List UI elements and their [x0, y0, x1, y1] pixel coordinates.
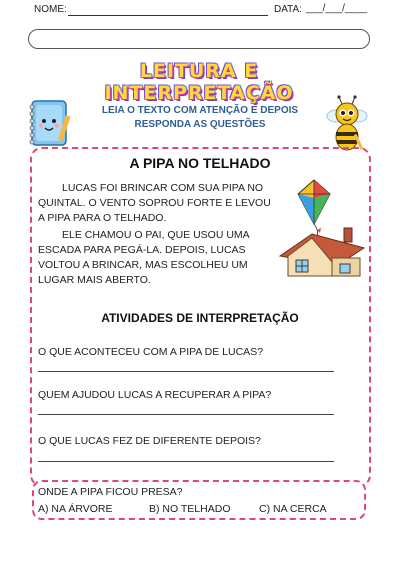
kite-house-icon: [270, 178, 370, 278]
instructions-line-1: LEIA O TEXTO COM ATENÇÃO E DEPOIS: [101, 105, 299, 116]
name-label: NOME:: [34, 4, 67, 15]
story-title: A PIPA NO TELHADO: [129, 155, 271, 171]
answer-line-3[interactable]: [38, 461, 334, 462]
page-title: LEITURA E INTERPRETAÇÃO: [104, 60, 294, 104]
option-a[interactable]: A) NA ÁRVORE: [38, 503, 113, 515]
page-title-banner: [58, 60, 340, 104]
answer-line-1[interactable]: [38, 371, 334, 372]
instructions-line-2: RESPONDA AS QUESTÕES: [134, 119, 266, 130]
activities-title: ATIVIDADES DE INTERPRETAÇÃO: [101, 311, 299, 325]
story-paragraph-2: ELE CHAMOU O PAI, QUE USOU UMA ESCADA PARA PEGÁ-LA. DEPOIS, LUCAS VOLTOU A BRINCAR, MAS ESCOLHEU UM LUGAR MAIS ABERTO.: [38, 229, 250, 286]
header-box: [28, 29, 370, 49]
question-3: O QUE LUCAS FEZ DE DIFERENTE DEPOIS?: [38, 435, 261, 447]
date-field[interactable]: ___/___/____: [306, 3, 368, 14]
notebook-icon: [26, 97, 72, 149]
option-b[interactable]: B) NO TELHADO: [149, 503, 231, 515]
answer-line-2[interactable]: [38, 414, 334, 415]
question-2: QUEM AJUDOU LUCAS A RECUPERAR A PIPA?: [38, 389, 272, 401]
instructions: [78, 104, 322, 132]
bee-icon: [322, 94, 372, 154]
date-label: DATA:: [274, 4, 302, 15]
question-1: O QUE ACONTECEU COM A PIPA DE LUCAS?: [38, 346, 264, 358]
name-field[interactable]: [68, 15, 268, 16]
multiple-choice-question: ONDE A PIPA FICOU PRESA?: [38, 486, 183, 498]
option-c[interactable]: C) NA CERCA: [259, 503, 327, 515]
story-paragraph-1: LUCAS FOI BRINCAR COM SUA PIPA NO QUINTAL. O VENTO SOPROU FORTE E LEVOU A PIPA PARA O TELHADO.: [38, 182, 271, 224]
